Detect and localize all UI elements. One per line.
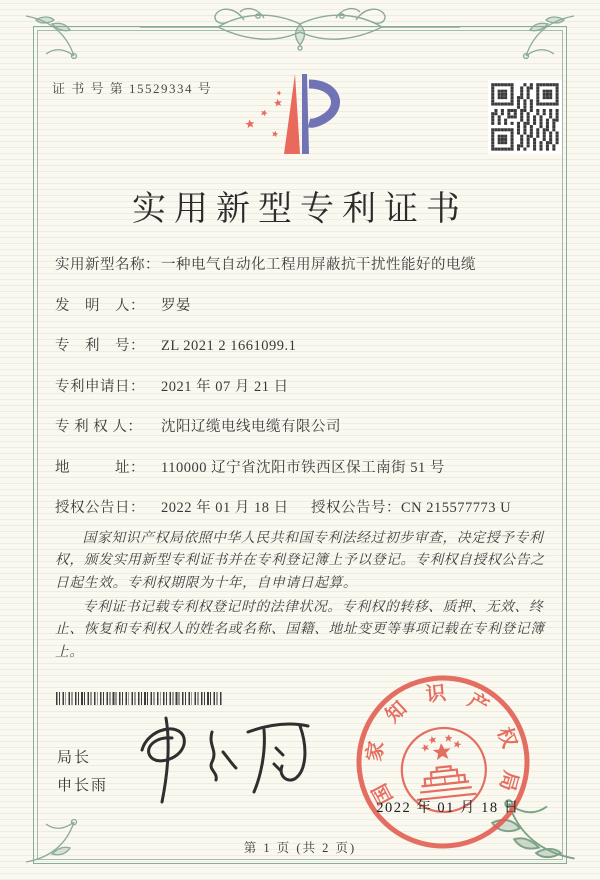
grant-no-value: CN 215577773 U xyxy=(401,500,512,516)
seal-char: 权 xyxy=(492,724,521,751)
field-row-grant xyxy=(55,499,554,518)
field-label: 发 明 人： xyxy=(55,297,145,314)
field-label: 专利申请日： xyxy=(55,378,145,395)
grant-no-label: 授权公告号： xyxy=(311,500,401,516)
field-label: 专 利 号： xyxy=(55,338,145,354)
field-value: ZL 2021 2 1661099.1 xyxy=(161,338,297,354)
grant-stamp-date: 2022 年 01 月 18 日 xyxy=(376,800,520,816)
top-garland-ornament xyxy=(140,0,460,60)
legal-text-block xyxy=(55,527,550,665)
field-row-address xyxy=(55,459,554,478)
field-label: 地 址： xyxy=(55,459,145,476)
seal-char: 局 xyxy=(495,768,522,794)
cnipa-patent-logo-icon xyxy=(233,70,365,162)
seal-char: 家 xyxy=(363,739,389,763)
seal-char: 国 xyxy=(368,779,398,808)
director-signature xyxy=(128,712,318,807)
seal-char: 产 xyxy=(463,689,493,719)
field-list xyxy=(55,256,554,540)
corner-flourish-top-right xyxy=(508,12,578,82)
seal-char: 识 xyxy=(424,682,447,707)
grant-date-label: 授权公告日： xyxy=(55,500,145,516)
grant-date-value: 2022 年 01 月 18 日 xyxy=(161,500,289,516)
field-value: 2021 年 07 月 21 日 xyxy=(161,378,289,395)
certificate-number: 证 书 号 第 15529334 号 xyxy=(52,81,213,96)
seal-char: 知 xyxy=(381,697,412,728)
signer-block xyxy=(57,744,108,800)
field-value: 110000 辽宁省沈阳市铁西区保工南街 51 号 xyxy=(161,459,445,476)
signer-title: 局长 xyxy=(57,750,92,766)
cnipa-official-seal xyxy=(343,662,543,862)
page-number: 第 1 页 (共 2 页) xyxy=(243,841,357,855)
field-value: 一种电气自动化工程用屏蔽抗干扰性能好的电缆 xyxy=(161,257,476,273)
field-value: 罗晏 xyxy=(161,297,191,314)
barcode xyxy=(56,692,222,705)
field-row-filing-date xyxy=(55,378,554,397)
field-label: 专 利 权 人： xyxy=(55,419,143,435)
signer-name: 申长雨 xyxy=(57,778,109,794)
field-value: 沈阳辽缆电线电缆有限公司 xyxy=(161,419,341,435)
qr-code xyxy=(488,80,562,154)
legal-paragraph-1: 国家知识产权局依照中华人民共和国专利法经过初步审查，决定授予专利权，颁发实用新型专利证书并在专利登记簿上予以登记。专利权自授权公告之日起生效。专利权期限为十年，自申请日起算。 xyxy=(55,530,545,590)
field-row-inventor xyxy=(55,297,554,316)
field-row-name xyxy=(55,256,554,275)
certificate-title: 实用新型专利证书 xyxy=(132,191,468,228)
field-row-patent-no xyxy=(55,337,554,356)
corner-flourish-top-left xyxy=(22,12,92,82)
field-label: 实用新型名称： xyxy=(55,257,160,273)
field-row-patentee xyxy=(55,418,554,437)
legal-paragraph-2: 专利证书记载专利权登记时的法律状况。专利权的转移、质押、无效、终止、恢复和专利权人的姓名或名称、国籍、地址变更等事项记载在专利登记簿上。 xyxy=(55,599,545,659)
